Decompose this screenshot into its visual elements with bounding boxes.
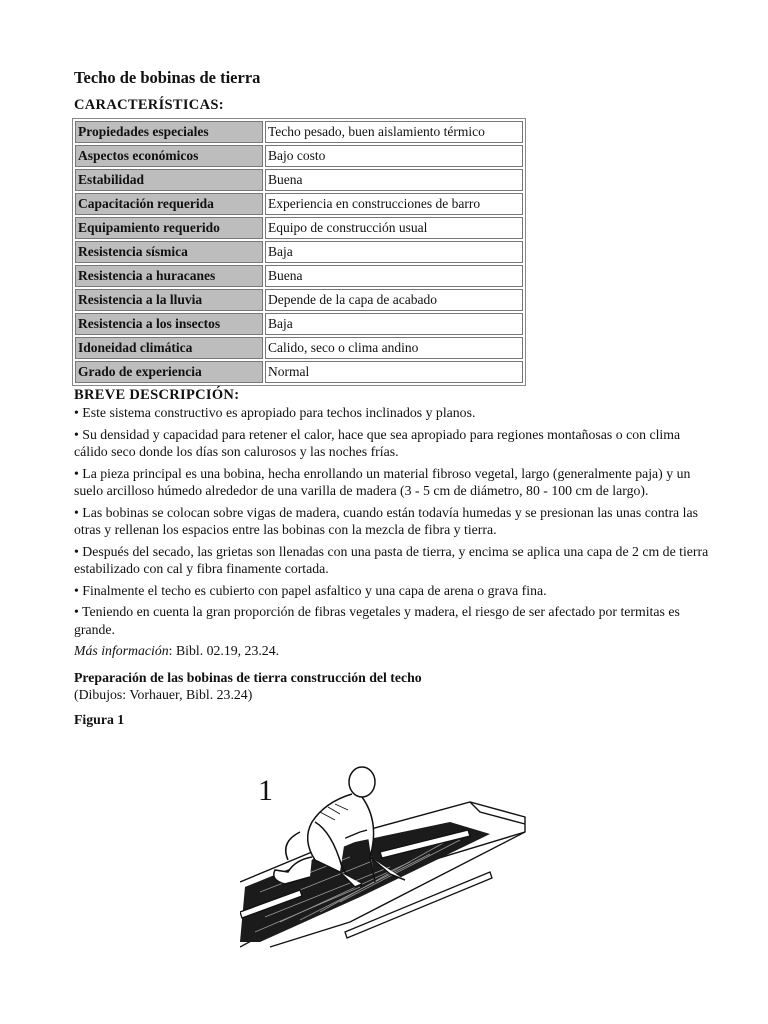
preparation-credit: (Dibujos: Vorhauer, Bibl. 23.24) [74, 687, 253, 702]
preparation-title: Preparación de las bobinas de tierra construcción del techo [74, 670, 422, 685]
property-value: Buena [265, 265, 523, 287]
property-value: Equipo de construcción usual [265, 217, 523, 239]
description-bullet: • Después del secado, las grietas son llenadas con una pasta de tierra, y encima se aplica una capa de 2 cm de tierra estabilizado con cal y fibra finamente cortada. [74, 543, 709, 576]
description-list [74, 404, 714, 638]
description-bullet: • Su densidad y capacidad para retener el calor, hace que sea apropiado para regiones montañosas o con clima cálido seco donde los días son calurosos y las noches frías. [74, 426, 681, 459]
more-info-label: Más información [74, 643, 169, 658]
property-row [75, 361, 523, 383]
characteristics-heading: CARACTERÍSTICAS: [74, 97, 224, 113]
properties-table [72, 118, 526, 386]
property-key: Resistencia a los insectos [75, 313, 263, 335]
property-value: Bajo costo [265, 145, 523, 167]
property-value: Baja [265, 313, 523, 335]
description-bullet: • La pieza principal es una bobina, hecha enrollando un material fibroso vegetal, largo (generalmente paja) y un suelo arcilloso húmedo alrededor de una varilla de madera (3 - 5 cm de diámetro, 80 - 100 cm de largo). [74, 465, 691, 498]
property-row [75, 193, 523, 215]
property-row [75, 313, 523, 335]
property-value: Normal [265, 361, 523, 383]
earth-coil-roof-illustration [240, 762, 530, 952]
property-key: Aspectos económicos [75, 145, 263, 167]
property-value: Calido, seco o clima andino [265, 337, 523, 359]
description-bullet: • Las bobinas se colocan sobre vigas de madera, cuando están todavía humedas y se presionan las unas contra las otras y rellenan los espacios entre las bobinas con la mezcla de fibra y tierra. [74, 504, 698, 537]
property-row [75, 337, 523, 359]
figure-number: 1 [258, 774, 273, 807]
property-key: Resistencia a la lluvia [75, 289, 263, 311]
property-key: Propiedades especiales [75, 121, 263, 143]
property-key: Grado de experiencia [75, 361, 263, 383]
description-bullet: • Finalmente el techo es cubierto con papel asfaltico y una capa de arena o grava fina. [74, 582, 547, 598]
description-bullet: • Este sistema constructivo es apropiado para techos inclinados y planos. [74, 405, 476, 420]
property-row [75, 121, 523, 143]
property-key: Capacitación requerida [75, 193, 263, 215]
description-bullet: • Teniendo en cuenta la gran proporción de fibras vegetales y madera, el riesgo de ser afectado por termitas es grande. [74, 604, 680, 637]
more-info [74, 642, 714, 660]
description-heading: BREVE DESCRIPCIÓN: [74, 387, 240, 403]
property-key: Resistencia sísmica [75, 241, 263, 263]
property-value: Baja [265, 241, 523, 263]
property-row [75, 145, 523, 167]
figure-label: Figura 1 [74, 712, 125, 727]
property-row [75, 289, 523, 311]
property-value: Techo pesado, buen aislamiento térmico [265, 121, 523, 143]
property-value: Experiencia en construcciones de barro [265, 193, 523, 215]
property-key: Idoneidad climática [75, 337, 263, 359]
property-value: Depende de la capa de acabado [265, 289, 523, 311]
property-value: Buena [265, 169, 523, 191]
more-info-text: : Bibl. 02.19, 23.24. [168, 643, 280, 658]
document-content [74, 68, 714, 728]
property-row [75, 217, 523, 239]
worker-figure [274, 767, 405, 887]
page-title: Techo de bobinas de tierra [74, 68, 261, 87]
property-key: Resistencia a huracanes [75, 265, 263, 287]
property-row [75, 241, 523, 263]
property-key: Estabilidad [75, 169, 263, 191]
property-row [75, 169, 523, 191]
property-key: Equipamiento requerido [75, 217, 263, 239]
property-row [75, 265, 523, 287]
